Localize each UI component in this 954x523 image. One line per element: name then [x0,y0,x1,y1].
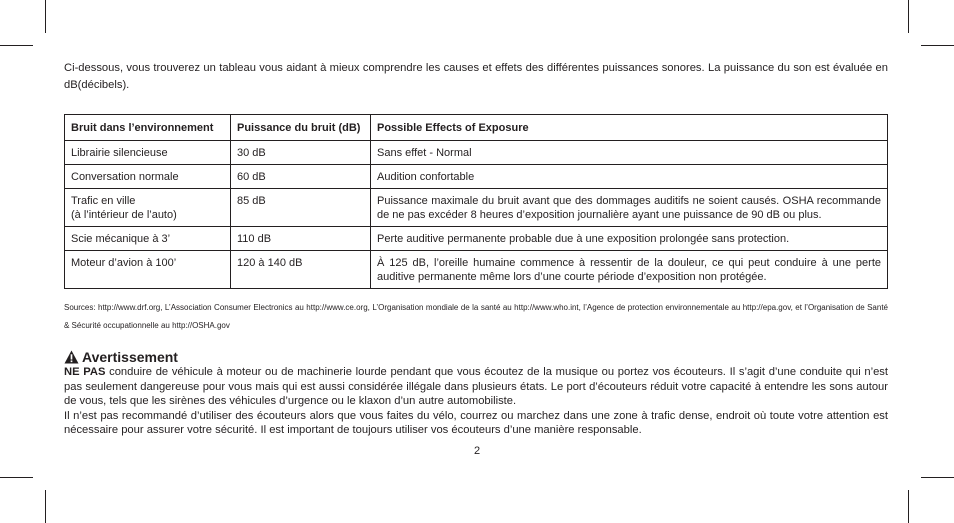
warning-paragraph-2: Il n’est pas recommandé d’utiliser des écouteurs alors que vous faites du vélo, courrez ou marchez dans une zone à trafic dense, endroit où toute votre attention est nécessaire pour assurer votre sécurité. Il est important de toujours utiliser vos écouteurs d’une manière responsable. [64,409,888,436]
sound-levels-table [64,114,888,289]
warning-paragraph-1 [64,366,888,407]
column-header-environment: Bruit dans l’environnement [65,115,231,141]
sources-note: Sources: http://www.drf.org, L’Association Consumer Electronics au http://www.ce.org, L’Organisation mondiale de la santé au http://www.who.int, l’Agence de protection environnementale au http://epa.gov, et l’Organisation de Santé & Sécurité occupationnelle au http://OSHA.gov [64,303,888,330]
cell-decibels: 60 dB [231,165,371,189]
intro-paragraph: Ci-dessous, vous trouverez un tableau vous aidant à mieux comprendre les causes et effets des différentes puissances sonores. La puissance du son est évaluée en dB(décibels). [64,62,888,91]
page-number: 2 [473,445,481,457]
crop-mark [921,477,954,478]
warning-heading [64,349,178,365]
cell-decibels: 110 dB [231,227,371,251]
cell-environment: Librairie silencieuse [65,141,231,165]
warning-lead: NE PAS [64,366,106,378]
warning-text-1: conduire de véhicule à moteur ou de machinerie lourde pendant que vous écoutez de la musique ou portez vos écouteurs. Il s’agit d’une conduite qui n’est pas seulement dangereuse pour vous mais qui est aussi considérée illégale dans plusieurs états. Le port d’écouteurs réduit votre capacité à entendre les sons autour de vous, tels que les sirènes des véhicules d’urgence ou le klaxon d’un autre automobiliste. [64,366,888,407]
table-header-row [65,115,888,141]
cell-environment: Moteur d’avion à 100’ [65,251,231,289]
cell-environment: Conversation normale [65,165,231,189]
warning-title: Avertissement [82,349,178,365]
crop-mark [921,45,954,46]
table-row [65,141,888,165]
table-row [65,165,888,189]
table-row [65,251,888,289]
table-row [65,189,888,227]
cell-effect: Sans effet - Normal [371,141,888,165]
cell-environment: Scie mécanique à 3’ [65,227,231,251]
cell-decibels: 85 dB [231,189,371,227]
cell-effect: Perte auditive permanente probable due à une exposition prolongée sans protection. [371,227,888,251]
cell-decibels: 120 à 140 dB [231,251,371,289]
column-header-effects: Possible Effects of Exposure [371,115,888,141]
cell-effect: Audition confortable [371,165,888,189]
cell-decibels: 30 dB [231,141,371,165]
crop-mark [908,490,909,523]
warning-triangle-icon [64,350,79,364]
cell-environment-sub: (à l’intérieur de l’auto) [71,209,177,221]
table-row [65,227,888,251]
crop-mark [45,0,46,33]
cell-environment [65,189,231,227]
warning-body [64,365,888,438]
crop-mark [908,0,909,33]
crop-mark [45,490,46,523]
cell-environment-main: Trafic en ville [71,195,136,207]
column-header-decibels: Puissance du bruit (dB) [231,115,371,141]
cell-effect: À 125 dB, l’oreille humaine commence à ressentir de la douleur, ce qui peut conduire à une perte auditive permanente même lors d’une courte période d’exposition non protégée. [371,251,888,289]
crop-mark [0,477,33,478]
cell-effect: Puissance maximale du bruit avant que des dommages auditifs ne soient causés. OSHA recommande de ne pas excéder 8 heures d’exposition journalière ayant une puissance de 90 dB ou plus. [371,189,888,227]
crop-mark [0,45,33,46]
